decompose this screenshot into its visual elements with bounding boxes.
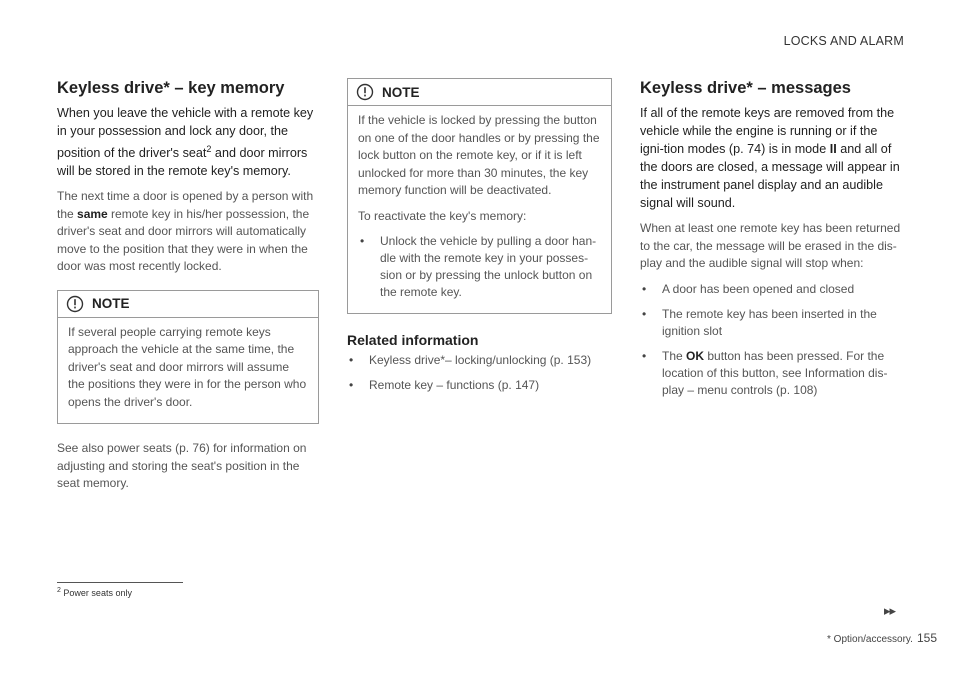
bullet-dot: • — [642, 306, 647, 321]
body-text-a: The next time a door is opened by a person with the — [57, 189, 314, 221]
related-link-text[interactable]: Remote key – functions (p. 147) — [369, 378, 540, 392]
lead-bold: II — [829, 142, 837, 156]
page-number: 155 — [916, 631, 937, 645]
note-body — [58, 318, 318, 424]
note-text-2: To reactivate the key's memory: — [358, 208, 527, 223]
note-text-1: If the vehicle is locked by pressing the button on one of the door handles or by pressing the lock button on the remote key, or if it is left unlocked for more than 30 minutes, the key memory function will be deactivated. — [358, 113, 600, 197]
body-text-b: remote key in his/her possession, the driver's seat and door mirrors will automatically move to the position that they were in when the door was most recently locked. — [57, 206, 310, 274]
list-item — [358, 233, 601, 301]
note-bullet-list — [358, 233, 601, 301]
note-label-2: NOTE — [382, 84, 420, 100]
related-info-heading: Related information — [347, 332, 479, 348]
conditions-list — [640, 281, 904, 399]
list-item — [640, 306, 904, 340]
lead-text-b: and all of the doors are closed, a message will appear in the instrument panel display and an audible signal will sound. — [640, 142, 900, 210]
list-item — [640, 348, 904, 399]
list-item-text: Unlock the vehicle by pulling a door han-dle with the remote key in your posses-sion or by pressing the unlock button on the remote key. — [380, 234, 597, 299]
bullet-dot: • — [642, 281, 647, 296]
lead-paragraph — [57, 104, 319, 180]
footnote-divider — [57, 582, 183, 583]
note-header — [58, 291, 318, 318]
note-label: NOTE — [92, 296, 130, 312]
footnote — [57, 587, 132, 598]
list-item — [640, 281, 904, 298]
lead-text-a: If all of the remote keys are removed from the vehicle while the engine is running or if the igni-tion modes (p. 74) is in mode — [640, 106, 895, 156]
list-item-text-b: button has been pressed. For the location of this button, see Information dis-play – menu controls (p. 108) — [662, 348, 888, 397]
note-body-2 — [348, 106, 611, 313]
column-note-related — [347, 78, 612, 402]
next-page-arrows-icon[interactable]: ▸▸ — [884, 603, 896, 618]
bullet-dot: • — [349, 353, 354, 367]
related-link-remote-key[interactable] — [347, 377, 612, 394]
page-footer — [827, 631, 937, 645]
footnote-number: 2 — [57, 587, 61, 594]
note-box-2 — [347, 78, 612, 314]
lead-text-a: When you leave the vehicle with a remote key in your possession and lock any door, the position of the driver's seat — [57, 106, 314, 161]
warning-icon — [356, 83, 374, 101]
related-link-locking[interactable] — [347, 352, 612, 369]
related-link-text[interactable]: Keyless drive*– locking/unlocking (p. 153) — [369, 353, 592, 367]
body-paragraph — [57, 188, 319, 276]
footnote-text: Power seats only — [63, 588, 132, 598]
related-list — [347, 352, 612, 394]
option-accessory-note: * Option/accessory. — [827, 634, 913, 645]
note-text: If several people carrying remote keys approach the vehicle at the same time, the driver's seat and door mirrors will assume the positions they were in for the person who opens the driver's door. — [68, 324, 307, 409]
heading-messages: Keyless drive* – messages — [640, 79, 851, 97]
body-paragraph-messages: When at least one remote key has been returned to the car, the message will be erased in the dis-play and the audible signal will stop when: — [640, 221, 901, 270]
footnote-ref[interactable]: 2 — [206, 144, 212, 154]
bullet-dot: • — [642, 348, 647, 363]
bullet-dot: • — [360, 234, 365, 248]
note-box — [57, 290, 319, 425]
list-item-bold: OK — [686, 348, 705, 363]
lead-text-b: and door mirrors will be stored in the remote key's memory. — [57, 146, 308, 179]
list-item-text-a: The — [662, 348, 687, 363]
list-item-text: The remote key has been inserted in the ignition slot — [662, 306, 877, 338]
lead-paragraph-messages — [640, 104, 904, 212]
section-header: LOCKS AND ALARM — [783, 34, 904, 48]
column-messages — [640, 78, 904, 407]
heading-key-memory: Keyless drive* – key memory — [57, 79, 285, 97]
warning-icon — [66, 295, 84, 313]
column-key-memory — [57, 78, 319, 501]
bullet-dot: • — [349, 378, 354, 392]
note-header-2 — [348, 79, 611, 106]
body-bold-word: same — [77, 206, 108, 221]
list-item-text: A door has been opened and closed — [662, 281, 855, 296]
see-also-paragraph: See also power seats (p. 76) for information on adjusting and storing the seat's position in the seat memory. — [57, 441, 307, 491]
